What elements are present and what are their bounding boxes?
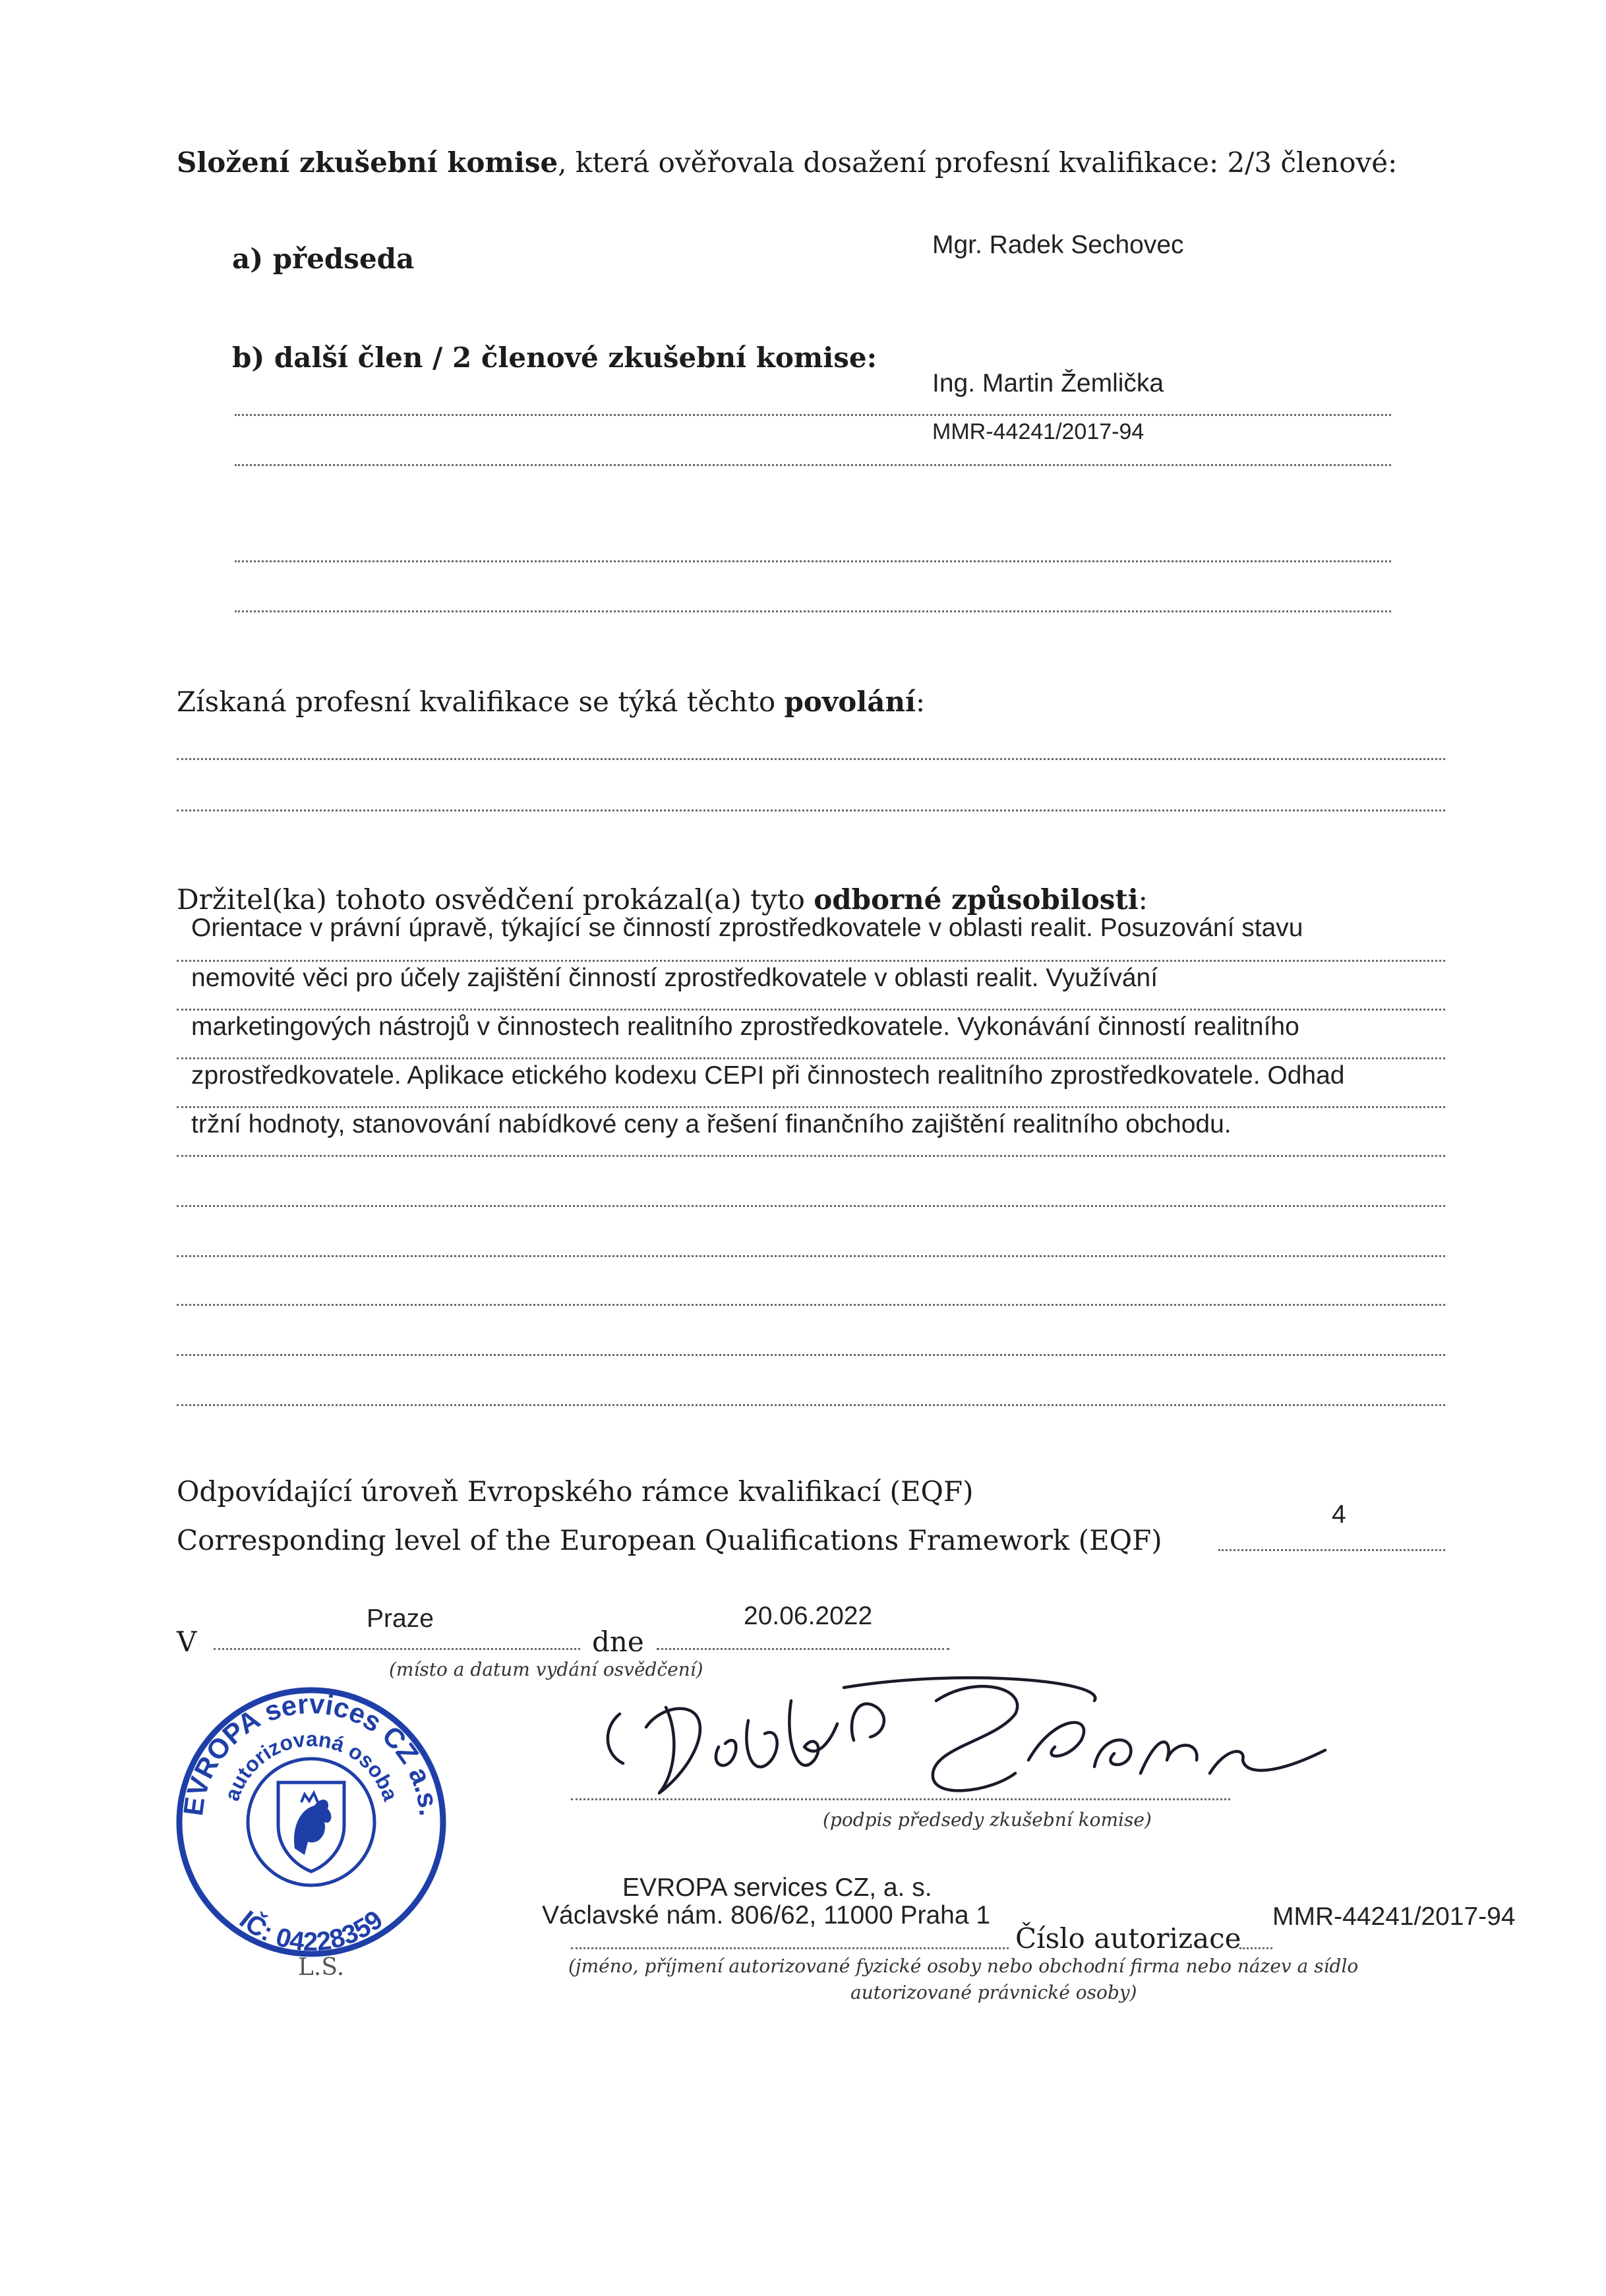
eqf-level: 4 <box>1332 1500 1346 1529</box>
competence-line: tržní hodnoty, stanovování nabídkové ceny a řešení finančního zajištění realitního obchodu. <box>191 1110 1232 1138</box>
competences-label-bold: odborné způsobilosti <box>814 883 1139 916</box>
competences-label-suffix: : <box>1138 883 1148 916</box>
signature-caption: (podpis předsedy zkušební komise) <box>823 1809 1152 1831</box>
competence-dotted-line <box>177 1354 1445 1356</box>
occupation-dotted-line-1 <box>177 758 1445 760</box>
member-dotted-line-3 <box>235 560 1391 562</box>
competences-label <box>177 883 1148 916</box>
occupation-label-prefix: Získaná profesní kvalifikace se týká těchto <box>177 686 785 718</box>
place-dotted-line <box>214 1648 580 1650</box>
authorized-address: Václavské nám. 806/62, 11000 Praha 1 <box>542 1901 991 1929</box>
competence-dotted-line <box>177 1155 1445 1157</box>
authorized-name: EVROPA services CZ, a. s. <box>622 1873 932 1902</box>
member-dotted-line-1 <box>235 414 1391 416</box>
eqf-label-en: Corresponding level of the European Qualifications Framework (EQF) <box>177 1524 1162 1556</box>
issue-dne-label: dne <box>592 1626 644 1658</box>
cislo-dotted-line <box>1239 1947 1272 1949</box>
competence-dotted-line <box>177 1404 1445 1406</box>
cislo-label: Číslo autorizace <box>1015 1922 1241 1955</box>
competence-line: marketingových nástrojů v činnostech realitního zprostředkovatele. Vykonávání činností realitního <box>191 1013 1299 1041</box>
competence-line: nemovité věci pro účely zajištění činností zprostředkovatele v oblasti realit. Využívání <box>191 964 1158 992</box>
chair-name: Mgr. Radek Sechovec <box>932 231 1184 259</box>
member-id: MMR-44241/2017-94 <box>932 419 1145 444</box>
occupation-dotted-line-2 <box>177 809 1445 811</box>
occupation-label-suffix: : <box>915 686 926 718</box>
authorized-dotted-line <box>571 1947 1009 1949</box>
issue-caption: (místo a datum vydání osvědčení) <box>389 1659 703 1680</box>
cislo-value: MMR-44241/2017-94 <box>1272 1902 1516 1931</box>
eqf-dotted-line <box>1218 1549 1445 1551</box>
member-name: Ing. Martin Žemlička <box>932 369 1164 397</box>
competence-dotted-line <box>177 1304 1445 1306</box>
competence-dotted-line <box>177 1009 1445 1011</box>
chair-label: a) předseda <box>232 243 415 275</box>
member-dotted-line-4 <box>235 610 1391 612</box>
issue-place: Praze <box>367 1604 434 1633</box>
commission-heading-bold: Složení zkušební komise <box>177 146 558 179</box>
signature-dotted-line <box>571 1798 1230 1800</box>
occupation-label <box>177 686 925 718</box>
stamp-text-bottom: IČ: 04228359 <box>234 1904 388 1957</box>
member-dotted-line-2 <box>235 464 1391 466</box>
competence-line: Orientace v právní úpravě, týkající se činností zprostředkovatele v oblasti realit. Posuzování stavu <box>191 914 1303 942</box>
competences-label-prefix: Držitel(ka) tohoto osvědčení prokázal(a) tyto <box>177 883 814 916</box>
ls-label: L.S. <box>298 1954 345 1981</box>
stamp-text-inner: autorizovaná osoba <box>220 1726 403 1804</box>
stamp-text-top: EVROPA services CZ a.s. <box>177 1688 445 1818</box>
issue-v-label: V <box>177 1626 197 1658</box>
occupation-label-bold: povolání <box>784 686 916 718</box>
authorized-caption-line2: autorizované právnické osoby) <box>850 1982 1137 2003</box>
coat-of-arms-icon <box>278 1782 344 1871</box>
authorized-caption-line1: (jméno, příjmení autorizované fyzické osoby nebo obchodní firma nebo název a sídlo <box>568 1955 1359 1977</box>
commission-heading-rest: , která ověřovala dosažení profesní kvalifikace: 2/3 členové: <box>558 146 1398 179</box>
competence-dotted-line <box>177 1205 1445 1207</box>
competence-dotted-line <box>177 1057 1445 1059</box>
signature-graphic <box>593 1661 1345 1813</box>
competence-dotted-line <box>177 1255 1445 1257</box>
competence-line: zprostředkovatele. Aplikace etického kodexu CEPI při činnostech realitního zprostředkovatele. Odhad <box>191 1061 1345 1090</box>
issue-date: 20.06.2022 <box>744 1602 873 1630</box>
members-label: b) další člen / 2 členové zkušební komise: <box>232 341 877 374</box>
eqf-label-cz: Odpovídající úroveň Evropského rámce kvalifikací (EQF) <box>177 1475 974 1508</box>
commission-heading <box>177 146 1397 179</box>
competence-dotted-line <box>177 960 1445 962</box>
date-dotted-line <box>657 1648 949 1650</box>
competence-dotted-line <box>177 1106 1445 1108</box>
stamp-seal <box>173 1684 450 1960</box>
